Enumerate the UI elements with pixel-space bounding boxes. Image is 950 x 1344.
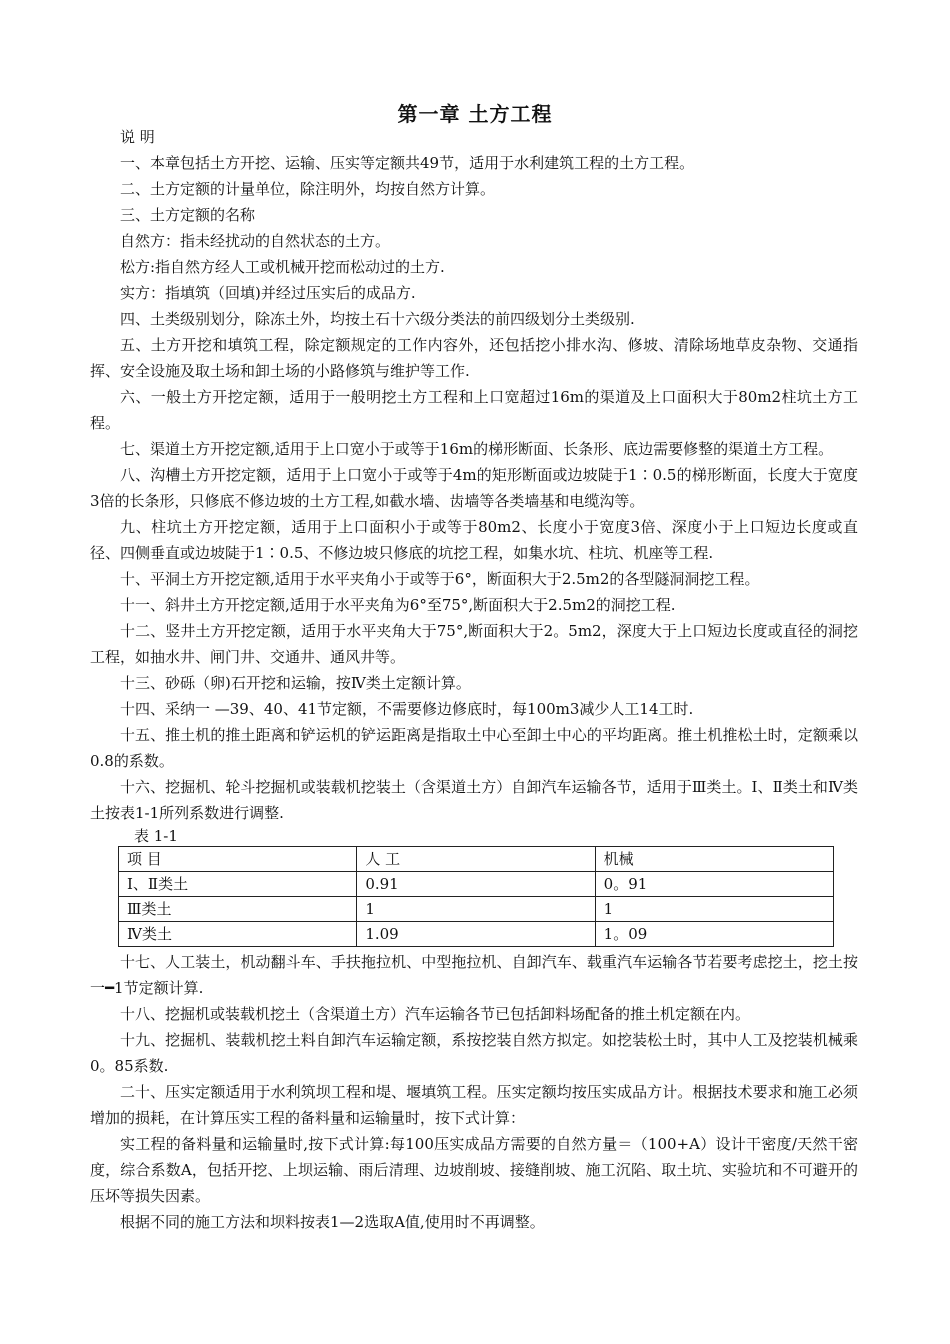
table-header-row [119, 847, 834, 872]
table-cell: 0.91 [357, 872, 595, 897]
table-row [119, 922, 834, 947]
table-row [119, 897, 834, 922]
paragraph: 实方：指填筑（回填)并经过压实后的成品方. [120, 284, 416, 302]
paragraph: 实工程的备料量和运输量时,按下式计算:每100压实成品方需要的自然方量＝（100+A）设计干密度/天然干密度，综合系数A，包括开挖、上坝运输、雨后清理、边坡削坡、接缝削坡、施工沉陷、取土坑、实验坑和不可避开的压坏等损失因素。 [90, 1135, 858, 1205]
paragraph: 十一、斜井土方开挖定额,适用于水平夹角为6°至75°,断面积大于2.5m2的洞挖工程. [120, 596, 676, 614]
chapter-title: 第一章 土方工程 [397, 102, 553, 126]
paragraph: 六、一般土方开挖定额，适用于一般明挖土方工程和上口宽超过16m的渠道及上口面积大于80m2柱坑土方工程。 [90, 388, 858, 432]
table-cell: Ⅰ、Ⅱ类土 [119, 872, 357, 897]
coefficient-table [118, 846, 834, 947]
paragraph: 八、沟槽土方开挖定额，适用于上口宽小于或等于4m的矩形断面或边坡陡于1∶0.5的梯形断面，长度大于宽度3倍的长条形，只修底不修边坡的土方工程,如截水墙、齿墙等各类墙基和电缆沟等。 [90, 466, 858, 510]
paragraph: 十三、砂砾（卵)石开挖和运输，按Ⅳ类土定额计算。 [120, 674, 471, 692]
paragraph: 松方:指自然方经人工或机械开挖而松动过的土方. [120, 258, 445, 276]
table-row [119, 872, 834, 897]
table-cell: 1。09 [595, 922, 833, 947]
paragraph: 二、土方定额的计量单位，除注明外，均按自然方计算。 [120, 180, 496, 198]
document-body [90, 124, 858, 1235]
paragraph: 十二、竖井土方开挖定额，适用于水平夹角大于75°,断面积大于2。5m2，深度大于上口短边长度或直径的洞挖工程，如抽水井、闸门井、交通井、通风井等。 [90, 622, 858, 666]
table-cell: Ⅳ类土 [119, 922, 357, 947]
paragraph: 自然方：指未经扰动的自然状态的土方。 [120, 232, 391, 250]
paragraph: 四、土类级别划分，除冻土外，均按土石十六级分类法的前四级划分土类级别. [120, 310, 635, 328]
paragraph: 一、本章包括土方开挖、运输、压实等定额共49节，适用于水利建筑工程的土方工程。 [120, 154, 695, 172]
table-caption: 表 1-1 [134, 827, 178, 845]
table-header-cell: 人 工 [357, 847, 595, 872]
paragraph: 十、平洞土方开挖定额,适用于水平夹角小于或等于6°，断面积大于2.5m2的各型隧洞洞挖工程。 [120, 570, 760, 588]
paragraph: 十四、采纳一 —39、40、41节定额，不需要修边修底时，每100m3减少人工14工时. [120, 700, 694, 718]
paragraph: 九、柱坑土方开挖定额，适用于上口面积小于或等于80m2、长度小于宽度3倍、深度小于上口短边长度或直径、四侧垂直或边坡陡于1∶0.5、不修边坡只修底的坑挖工程，如集水坑、柱坑、机座等工程. [90, 518, 858, 562]
table-cell: 1 [595, 897, 833, 922]
paragraph: 十九、挖掘机、装载机挖土料自卸汽车运输定额，系按挖装自然方拟定。如挖装松土时，其中人工及挖装机械乘0。85系数. [90, 1031, 858, 1075]
paragraph: 十六、挖掘机、轮斗挖掘机或装载机挖装土（含渠道土方）自卸汽车运输各节，适用于Ⅲ类土。Ⅰ、Ⅱ类土和Ⅳ类土按表1-1所列系数进行调整. [90, 778, 858, 822]
paragraph: 二十、压实定额适用于水利筑坝工程和堤、堰填筑工程。压实定额均按压实成品方计。根据技术要求和施工必须增加的损耗，在计算压实工程的备料量和运输量时，按下式计算： [90, 1083, 858, 1127]
table-cell: 1 [357, 897, 595, 922]
paragraph: 五、土方开挖和填筑工程，除定额规定的工作内容外，还包括挖小排水沟、修坡、清除场地草皮杂物、交通指挥、安全设施及取土场和卸土场的小路修筑与维护等工作. [90, 336, 858, 380]
table-cell: 1.09 [357, 922, 595, 947]
paragraph: 十八、挖掘机或装载机挖土（含渠道土方）汽车运输各节已包括卸料场配备的推土机定额在内。 [120, 1005, 751, 1023]
paragraph: 根据不同的施工方法和坝料按表1—2选取A值,使用时不再调整。 [120, 1213, 545, 1231]
table-cell: Ⅲ类土 [119, 897, 357, 922]
paragraph: 三、土方定额的名称 [120, 206, 256, 224]
table-header-cell: 项 目 [119, 847, 357, 872]
paragraph: 七、渠道土方开挖定额,适用于上口宽小于或等于16m的梯形断面、长条形、底边需要修整的渠道土方工程。 [120, 440, 834, 458]
paragraph: 十五、推土机的推土距离和铲运机的铲运距离是指取土中心至卸土中心的平均距离。推土机推松土时，定额乘以0.8的系数。 [90, 726, 858, 770]
paragraph: 十七、人工装土，机动翻斗车、手扶拖拉机、中型拖拉机、自卸汽车、载重汽车运输各节若要考虑挖土，挖土按一━1节定额计算. [90, 953, 858, 997]
table-header-cell: 机械 [595, 847, 833, 872]
table-cell: 0。91 [595, 872, 833, 897]
paragraph: 说 明 [120, 128, 155, 146]
